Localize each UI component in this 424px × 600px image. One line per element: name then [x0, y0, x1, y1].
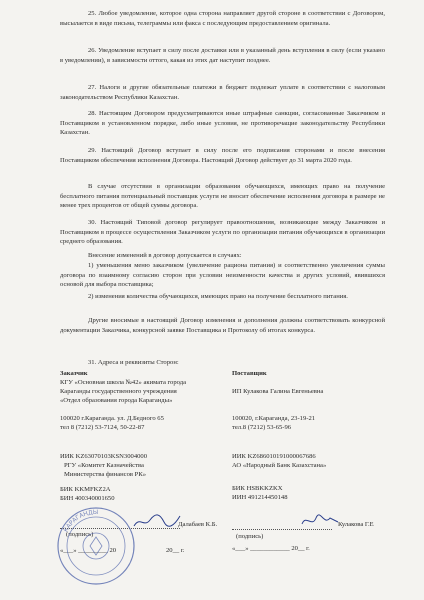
supplier-block: [232, 369, 392, 502]
customer-bank-line-2: Министерства финансов РК»: [64, 471, 147, 478]
customer-name-line-3: «Отдел образования города Караганды»: [60, 397, 173, 404]
clause-30: 30. Настоящий Типовой договор регулирует правоотношения, возникающие между Заказчиком и Поставщиком в процессе осуществления Заказчиком услуги по организации питания обучающихся в организации среднего образования.: [60, 219, 385, 246]
supplier-iin: ИИН 491214450148: [232, 494, 288, 501]
supplier-address: 100020, г.Караганда, 23-19-21: [232, 415, 316, 422]
official-stamp-icon: [54, 504, 138, 588]
svg-text:КАРАГАНДЫ: КАРАГАНДЫ: [62, 508, 99, 534]
customer-iik: ИИК KZ63070103KSN3004000: [60, 453, 148, 460]
customer-signature-icon: [132, 512, 182, 530]
clause-27: 27. Налоги и другие обязательные платежи в бюджет подлежат уплате в соответствии с налоговым законодательством Республики Казахстан.: [60, 84, 385, 101]
clause-25: 25. Любое уведомление, которое одна сторона направляет другой стороне в соответствии с Договором, высылается в виде письма, телеграммы или факса с последующим предоставлением оригинала.: [60, 10, 385, 27]
customer-signer-name: Далабаев К.Б.: [178, 521, 218, 528]
customer-bank-line-1: РГУ «Комитет Казначейства: [64, 462, 144, 469]
customer-date: «___» _________ 20: [60, 547, 117, 554]
customer-heading: Заказчик: [60, 370, 88, 377]
customer-date-year: 20__ г.: [166, 547, 185, 554]
clause-30-intro: Внесение изменений в договор допускается в случаях:: [88, 252, 242, 259]
customer-address: 100020 г.Караганда. ул. Д.Бедного 65: [60, 415, 164, 422]
supplier-iik: ИИК KZ686010191000067686: [232, 453, 316, 460]
customer-name-line-2: Караганды государственного учреждения: [60, 388, 177, 395]
clause-30-item-2: 2) изменения количества обучающихся, имеющих право на получение бесплатного питания.: [88, 293, 348, 300]
clause-30-item-1: 1) уменьшения меню заказчиком (увеличение рациона питания) и соответственно увеличения суммы договора по взаимному согласию сторон при условии неизменности качества и других условий, явившихся основой для выбора поставщика;: [60, 262, 385, 289]
clause-26: 26. Уведомление вступает в силу после доставки или в указанный день вступления в силу (если указано в уведомлении), в зависимости оттого, какая из этих дат наступит позднее.: [60, 47, 385, 64]
supplier-signer-name: Кулакова Г.Е: [338, 521, 374, 528]
clause-30-other: Другие вносимые в настоящий Договор изменения и дополнения должны соответствовать конкурсной документации Заказчика, конкурсной заявке Поставщика и Протоколу об итогах конкурса.: [60, 317, 385, 334]
customer-block: [60, 369, 240, 503]
supplier-phone: тел.8 (7212) 53-65-96: [232, 424, 292, 431]
clause-29-note: В случае отсутствия в организации образования обучающихся, имеющих право на получение бесплатного питания потенциальный поставщик услуги не вносит обеспечение исполнения договора в размере не менее трех процентов от общей суммы договора.: [60, 183, 385, 210]
clause-31: 31. Адреса и реквизиты Сторон:: [88, 359, 179, 366]
supplier-bank: АО «Народный Банк Казахстана»: [232, 462, 327, 469]
supplier-signature-icon: [300, 512, 340, 530]
customer-bik: БИК KKMFKZ2A: [60, 486, 111, 493]
supplier-sign-label: (подпись): [236, 533, 264, 540]
supplier-date: «___» ____________ 20__ г.: [232, 545, 310, 552]
clause-29: 29. Настоящий Договор вступает в силу после его подписания сторонами и после внесения Поставщиком обеспечения исполнения Договора. Настоящий Договор действует до 31 марта 2020 года.: [60, 147, 385, 164]
clause-28: 28. Настоящим Договором предусматриваются иные штрафные санкции, согласованные Заказчиком и Поставщиком в установленном порядке, либо иные условия, не противоречащие законодательству Республики Казахстан.: [60, 110, 385, 137]
customer-bin: БИН 400340001650: [60, 495, 115, 502]
customer-sign-label: (подпись): [66, 531, 94, 538]
supplier-bik: БИК HSBKKZKX: [232, 485, 283, 492]
customer-name-line-1: КГУ «Основная школа №42» акимата города: [60, 379, 187, 386]
supplier-heading: Поставщик: [232, 370, 267, 377]
supplier-name: ИП Кулакова Галина Евгеньевна: [232, 388, 324, 395]
customer-phone: тел 8 (7212) 53-7124, 50-22-87: [60, 424, 145, 431]
